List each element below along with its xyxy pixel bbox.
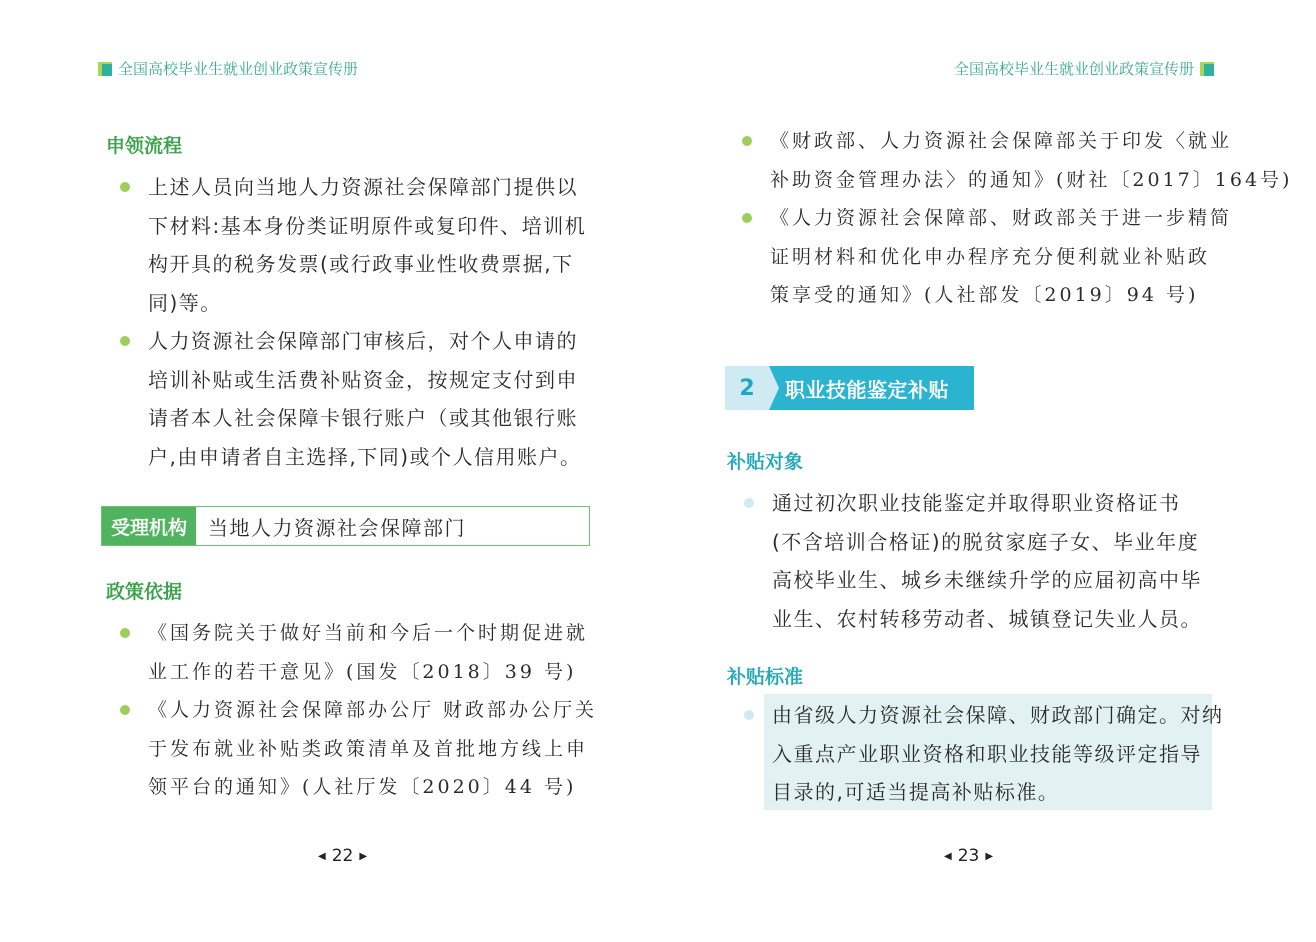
prev-arrow-icon: ◀ (318, 850, 326, 862)
list-item-line: 目录的,可适当提高补贴标准。 (772, 780, 1060, 804)
section-badge (725, 366, 974, 410)
next-arrow-icon: ▶ (359, 850, 368, 862)
bullet-icon (120, 705, 130, 715)
next-arrow-icon: ▶ (985, 850, 994, 862)
bullet-icon (120, 182, 130, 192)
agency-value: 当地人力资源社会保障部门 (208, 515, 466, 540)
list-item-line: 户,由申请者自主选择,下同)或个人信用账户。 (148, 444, 582, 469)
page-number-text: 23 (957, 846, 980, 866)
list-item-line: 高校毕业生、城乡未继续升学的应届初高中毕 (772, 568, 1202, 592)
bullet-icon (120, 336, 130, 346)
page-number-left (318, 846, 367, 866)
header-mark-icon (1200, 62, 1214, 76)
list-item (740, 199, 1233, 315)
list-item-line: 下材料:基本身份类证明原件或复印件、培训机 (148, 213, 587, 238)
list-item-line: 《人力资源社会保障部办公厅 财政部办公厅关 (148, 699, 598, 721)
list-item-line: 业工作的若干意见》(国发〔2018〕39 号) (148, 660, 577, 683)
right-page (658, 0, 1316, 942)
list-item-line: 人力资源社会保障部门审核后，对个人申请的 (148, 329, 578, 353)
prev-arrow-icon: ◀ (944, 850, 952, 862)
list-item-line: 请者本人社会保障卡银行账户（或其他银行账 (148, 406, 578, 430)
list-item (118, 691, 598, 807)
agency-label: 受理机构 (102, 507, 196, 545)
running-header (98, 58, 358, 79)
running-header-text: 全国高校毕业生就业创业政策宣传册 (118, 60, 359, 78)
list-item-line: 入重点产业职业资格和职业技能等级评定指导 (772, 741, 1202, 766)
bullet-icon (742, 136, 752, 146)
list-item (118, 168, 598, 322)
list-item-line: 《人力资源社会保障部、财政部关于进一步精简 (770, 207, 1233, 229)
list-item (742, 484, 1222, 638)
agency-box (101, 506, 590, 546)
list-item-line: 《财政部、人力资源社会保障部关于印发〈就业 (770, 130, 1233, 152)
badge-title: 职业技能鉴定补贴 (769, 366, 974, 410)
section-title-subsidy-standard: 补贴标准 (727, 666, 804, 688)
bullet-icon (744, 710, 754, 720)
policy-basis-list (118, 614, 598, 807)
section-title-application-process: 申领流程 (106, 135, 183, 157)
list-item-line: 补助资金管理办法〉的通知》(财社〔2017〕164号) (770, 168, 1293, 191)
eligible-persons-list (742, 484, 1222, 638)
list-item-line: 策享受的通知》(人社部发〔2019〕94 号) (770, 284, 1199, 306)
list-item (118, 322, 598, 476)
list-item-line: 证明材料和优化申办程序充分便利就业补贴政 (770, 245, 1211, 268)
list-item-line: 通过初次职业技能鉴定并取得职业资格证书 (772, 491, 1181, 515)
list-item-line: 上述人员向当地人力资源社会保障部门提供以 (148, 175, 578, 199)
list-item-line: 业生、农村转移劳动者、城镇登记失业人员。 (772, 606, 1202, 631)
list-item (742, 696, 1222, 812)
list-item-line: 培训补贴或生活费补贴资金，按规定支付到申 (148, 367, 578, 392)
list-item-line: 同)等。 (148, 290, 222, 315)
subsidy-standard-list (742, 696, 1222, 812)
section-title-eligible-persons: 补贴对象 (727, 451, 804, 473)
list-item-line: 《国务院关于做好当前和今后一个时期促进就 (148, 622, 589, 644)
running-header (954, 58, 1214, 79)
page-number-right (944, 846, 993, 866)
list-item-line: 领平台的通知》(人社厅发〔2020〕44 号) (148, 776, 577, 798)
policy-basis-continued-list (740, 122, 1293, 315)
list-item-line: (不含培训合格证)的脱贫家庭子女、毕业年度 (772, 529, 1200, 554)
list-item-line: 由省级人力资源社会保障、财政部门确定。对纳 (772, 703, 1224, 727)
list-item-line: 于发布就业补贴类政策清单及首批地方线上申 (148, 737, 589, 760)
badge-number: 2 (725, 366, 769, 410)
list-item (740, 122, 1293, 199)
list-item-line: 构开具的税务发票(或行政事业性收费票据,下 (148, 252, 574, 276)
bullet-icon (744, 498, 754, 508)
running-header-text: 全国高校毕业生就业创业政策宣传册 (953, 60, 1194, 78)
section-title-policy-basis: 政策依据 (106, 581, 183, 603)
list-item (118, 614, 598, 691)
application-process-list (118, 168, 598, 476)
header-mark-icon (98, 62, 112, 76)
page-number-text: 22 (331, 846, 354, 866)
bullet-icon (742, 213, 752, 223)
bullet-icon (120, 628, 130, 638)
